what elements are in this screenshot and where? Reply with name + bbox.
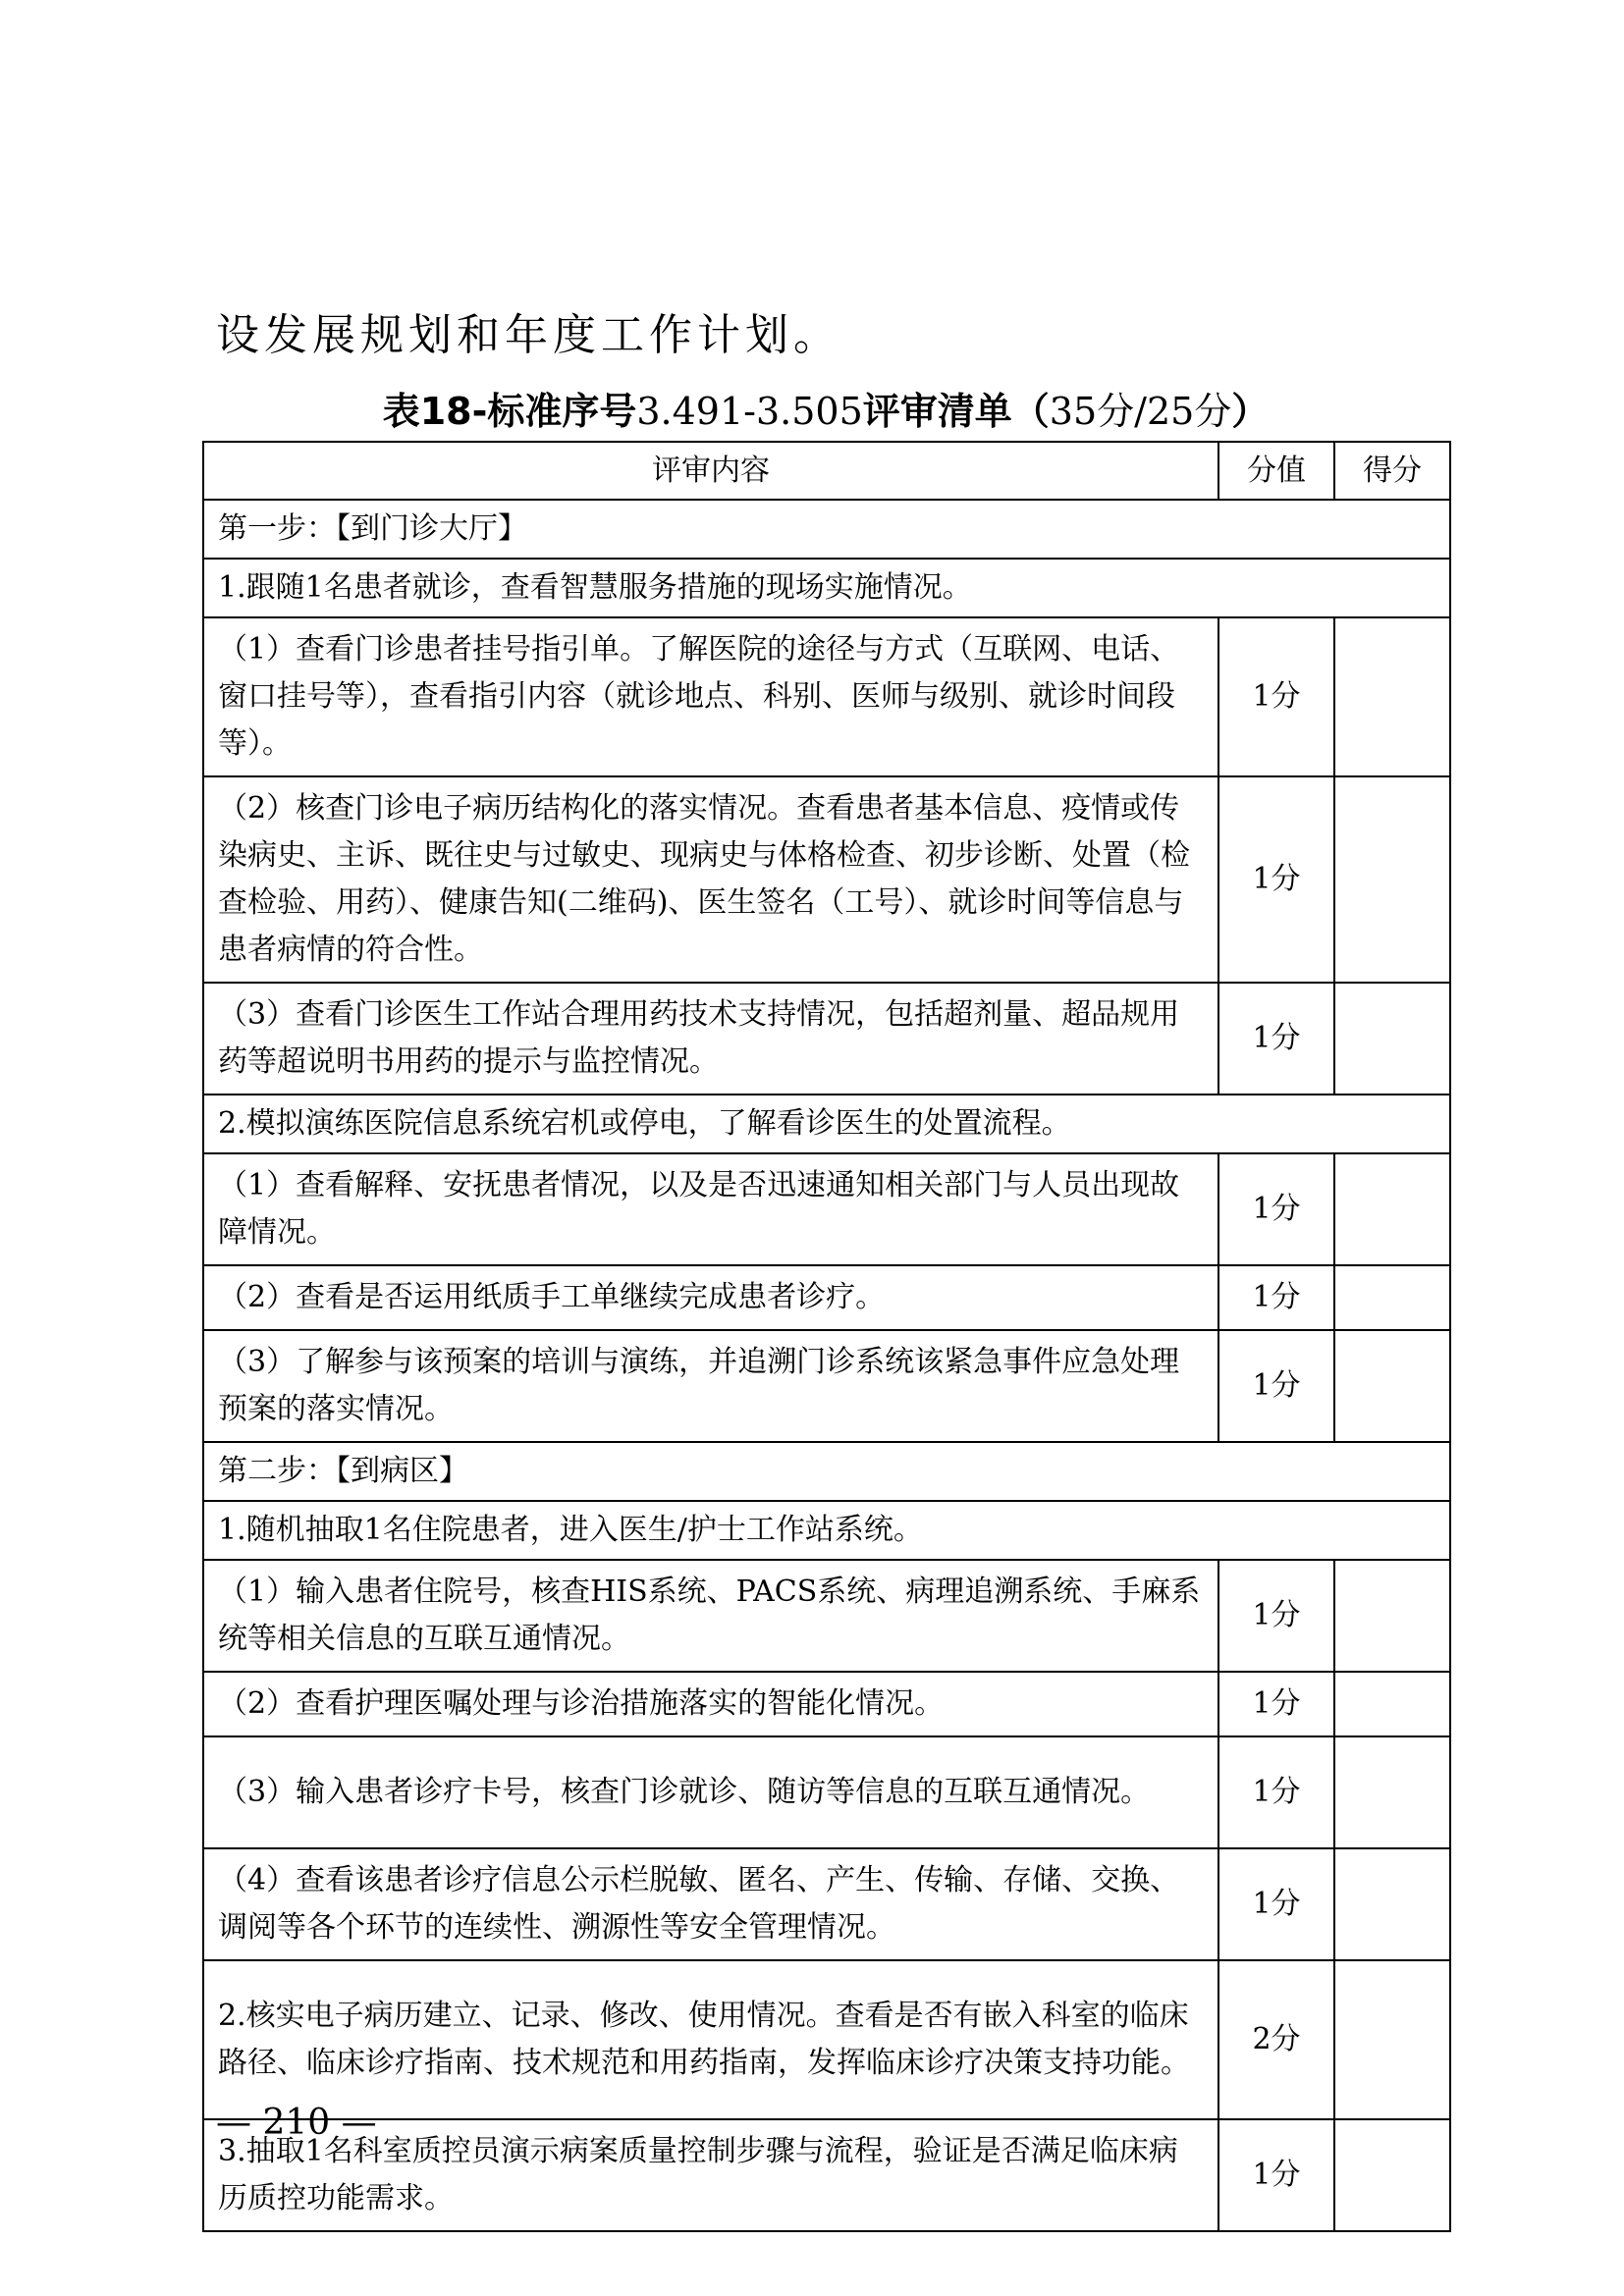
review-item-text: （1）输入患者住院号，核查HIS系统、PACS系统、病理追溯系统、手麻系统等相关信息的互联互通情况。 (203, 1560, 1218, 1672)
table-row (203, 2119, 1450, 2231)
score-input-cell (1334, 1848, 1450, 1960)
score-input-cell (1334, 617, 1450, 776)
score-value: 1分 (1218, 1736, 1334, 1848)
table-row (203, 1095, 1450, 1153)
table-row (203, 500, 1450, 559)
score-value: 1分 (1218, 1848, 1334, 1960)
table-row (203, 1736, 1450, 1848)
review-item-text: （1）查看解释、安抚患者情况，以及是否迅速通知相关部门与人员出现故障情况。 (203, 1153, 1218, 1265)
item-heading: 2.模拟演练医院信息系统宕机或停电，了解看诊医生的处置流程。 (203, 1095, 1450, 1153)
page-number: — 210 — (216, 2103, 377, 2143)
review-item-text: （3）了解参与该预案的培训与演练，并追溯门诊系统该紧急事件应急处理预案的落实情况。 (203, 1330, 1218, 1442)
score-value: 1分 (1218, 2119, 1334, 2231)
table-title-points: 35分/25分 (1049, 390, 1232, 433)
header-got: 得分 (1334, 442, 1450, 500)
score-input-cell (1334, 1560, 1450, 1672)
score-input-cell (1334, 1330, 1450, 1442)
table-title-suffix: ） (1231, 390, 1270, 433)
score-input-cell (1334, 1736, 1450, 1848)
intro-text: 设发展规划和年度工作计划。 (216, 310, 841, 360)
review-item-text: （4）查看该患者诊疗信息公示栏脱敏、匿名、产生、传输、存储、交换、调阅等各个环节的连续性、溯源性等安全管理情况。 (203, 1848, 1218, 1960)
score-value: 1分 (1218, 1672, 1334, 1736)
table-row (203, 1848, 1450, 1960)
score-input-cell (1334, 1960, 1450, 2119)
review-item-text: （1）查看门诊患者挂号指引单。了解医院的途径与方式（互联网、电话、窗口挂号等），查看指引内容（就诊地点、科别、医师与级别、就诊时间段等）。 (203, 617, 1218, 776)
table-row (203, 617, 1450, 776)
review-item-text: （3）查看门诊医生工作站合理用药技术支持情况，包括超剂量、超品规用药等超说明书用药的提示与监控情况。 (203, 983, 1218, 1095)
score-input-cell (1334, 2119, 1450, 2231)
score-input-cell (1334, 1265, 1450, 1330)
review-item-text: 3.抽取1名科室质控员演示病案质量控制步骤与流程，验证是否满足临床病历质控功能需求。 (203, 2119, 1218, 2231)
section-heading: 第二步：【到病区】 (203, 1442, 1450, 1501)
table-header-row (203, 442, 1450, 500)
table-body (203, 500, 1450, 2231)
score-input-cell (1334, 1153, 1450, 1265)
review-item-text: 2.核实电子病历建立、记录、修改、使用情况。查看是否有嵌入科室的临床路径、临床诊疗指南、技术规范和用药指南，发挥临床诊疗决策支持功能。 (203, 1960, 1218, 2119)
section-heading: 第一步：【到门诊大厅】 (203, 500, 1450, 559)
table-row (203, 1330, 1450, 1442)
score-value: 1分 (1218, 1153, 1334, 1265)
review-item-text: （2）核查门诊电子病历结构化的落实情况。查看患者基本信息、疫情或传染病史、主诉、既往史与过敏史、现病史与体格检查、初步诊断、处置（检查检验、用药）、健康告知(二维码)、医生签名（工号）、就诊时间等信息与患者病情的符合性。 (203, 776, 1218, 983)
item-heading: 1.跟随1名患者就诊，查看智慧服务措施的现场实施情况。 (203, 559, 1450, 617)
score-value: 1分 (1218, 983, 1334, 1095)
table-title-number: 3.491-3.505 (636, 390, 863, 433)
score-input-cell (1334, 983, 1450, 1095)
table-title-middle: 评审清单（ (862, 390, 1050, 433)
table-title (202, 381, 1449, 435)
review-item-text: （3）输入患者诊疗卡号，核查门诊就诊、随访等信息的互联互通情况。 (203, 1736, 1218, 1848)
score-value: 1分 (1218, 776, 1334, 983)
score-input-cell (1334, 776, 1450, 983)
header-score: 分值 (1218, 442, 1334, 500)
item-heading: 1.随机抽取1名住院患者，进入医生/护士工作站系统。 (203, 1501, 1450, 1560)
table-title-prefix: 表18-标准序号 (382, 390, 637, 433)
review-item-text: （2）查看护理医嘱处理与诊治措施落实的智能化情况。 (203, 1672, 1218, 1736)
score-input-cell (1334, 1672, 1450, 1736)
score-value: 2分 (1218, 1960, 1334, 2119)
score-value: 1分 (1218, 1330, 1334, 1442)
table-row (203, 1560, 1450, 1672)
table-row (203, 1442, 1450, 1501)
review-checklist-table (202, 441, 1451, 2232)
header-content: 评审内容 (203, 442, 1218, 500)
review-item-text: （2）查看是否运用纸质手工单继续完成患者诊疗。 (203, 1265, 1218, 1330)
table-row (203, 559, 1450, 617)
table-row (203, 1960, 1450, 2119)
table-row (203, 1501, 1450, 1560)
table-row (203, 1672, 1450, 1736)
score-value: 1分 (1218, 617, 1334, 776)
table-row (203, 776, 1450, 983)
table-row (203, 1265, 1450, 1330)
score-value: 1分 (1218, 1560, 1334, 1672)
table-row (203, 983, 1450, 1095)
table-row (203, 1153, 1450, 1265)
score-value: 1分 (1218, 1265, 1334, 1330)
